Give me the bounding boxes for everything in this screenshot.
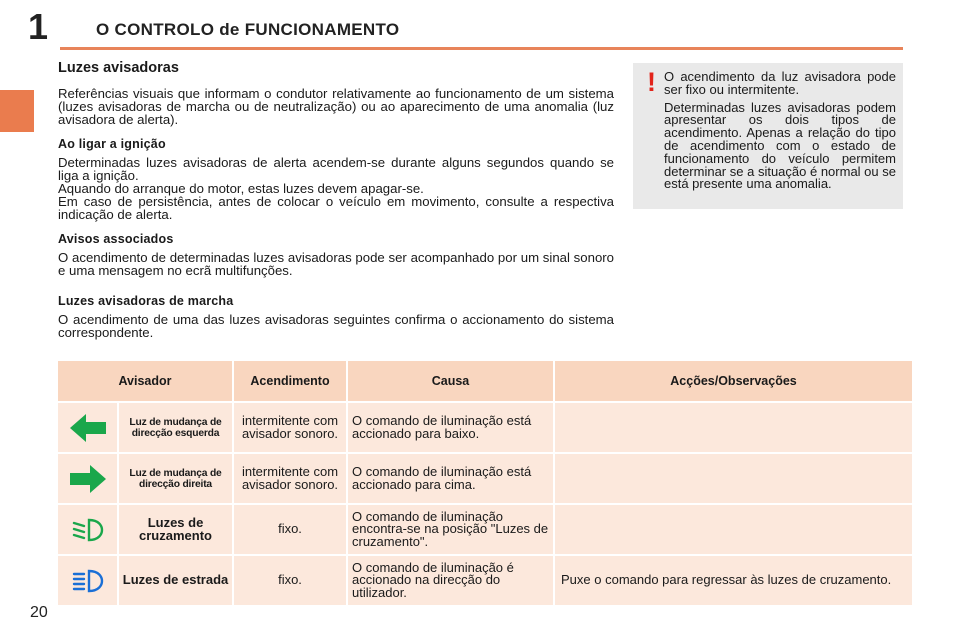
exclamation-icon: ! <box>647 67 656 97</box>
actions-text <box>555 454 912 503</box>
chapter-title: O CONTROLO de FUNCIONAMENTO <box>96 20 400 39</box>
lamp-name: Luz de mudança de direcção direita <box>119 454 232 503</box>
arrow-right-icon <box>58 454 117 503</box>
lamp-name: Luz de mudança de direcção esquerda <box>119 403 232 452</box>
cause-text: O comando de iluminação é accionado na direcção do utilizador. <box>348 556 553 605</box>
lighting-mode: fixo. <box>234 505 346 554</box>
table-header-row <box>58 361 912 401</box>
lamp-name: Luzes de cruzamento <box>119 505 232 554</box>
lamp-name: Luzes de estrada <box>119 556 232 605</box>
header-avisador: Avisador <box>58 361 232 401</box>
dipped-beam-icon <box>58 505 117 554</box>
table-row <box>58 454 912 503</box>
note-paragraph-2: Determinadas luzes avisadoras podem apresentar os dois tipos de acendimento. Apenas a relação do tipo de acendimento com o estado de funcionamento do veículo permitem determinar se a situação é normal ou se está presente uma anomalia. <box>664 99 896 192</box>
note-paragraph-1: O acendimento da luz avisadora pode ser fixo ou intermitente. <box>664 69 896 97</box>
heading-ignition: Ao ligar a ignição <box>58 137 166 151</box>
table-row <box>58 505 912 554</box>
heading-running-lamps: Luzes avisadoras de marcha <box>58 294 234 308</box>
page-number: 20 <box>30 604 48 621</box>
main-content <box>58 58 614 339</box>
table-row <box>58 556 912 605</box>
header-acendimento: Acendimento <box>234 361 346 401</box>
lighting-mode: fixo. <box>234 556 346 605</box>
ignition-text-3: Em caso de persistência, antes de colocar o veículo em movimento, consulte a respectiva indicação de alerta. <box>58 194 614 222</box>
actions-text <box>555 403 912 452</box>
table-row <box>58 403 912 452</box>
associated-warnings-text: O acendimento de determinadas luzes avisadoras pode ser acompanhado por um sinal sonoro e uma mensagem no ecrã multifunções. <box>58 250 614 278</box>
section-title: Luzes avisadoras <box>58 60 179 76</box>
cause-text: O comando de iluminação encontra-se na posição "Luzes de cruzamento". <box>348 505 553 554</box>
cause-text: O comando de iluminação está accionado para cima. <box>348 454 553 503</box>
intro-paragraph: Referências visuais que informam o condutor relativamente ao funcionamento de um sistema (luzes avisadoras de marcha ou de neutralização) ou ao aparecimento de uma anomalia (luz avisadora de alerta). <box>58 86 614 127</box>
warning-lamps-table <box>56 359 914 607</box>
actions-text <box>555 505 912 554</box>
arrow-left-icon <box>58 403 117 452</box>
lighting-mode: intermitente com avisador sonoro. <box>234 454 346 503</box>
cause-text: O comando de iluminação está accionado para baixo. <box>348 403 553 452</box>
header-accoes: Acções/Observações <box>555 361 912 401</box>
actions-text: Puxe o comando para regressar às luzes de cruzamento. <box>555 556 912 605</box>
chapter-side-tab <box>0 90 34 132</box>
main-beam-icon <box>58 556 117 605</box>
header-rule <box>60 47 903 50</box>
running-lamps-text: O acendimento de uma das luzes avisadoras seguintes confirma o accionamento do sistema correspondente. <box>58 312 614 340</box>
lighting-mode: intermitente com avisador sonoro. <box>234 403 346 452</box>
ignition-text-2: Aquando do arranque do motor, estas luzes devem apagar-se. <box>58 181 424 196</box>
ignition-text-1: Determinadas luzes avisadoras de alerta acendem-se durante alguns segundos quando se liga a ignição. <box>58 155 614 183</box>
header-causa: Causa <box>348 361 553 401</box>
warning-note-box <box>633 63 903 209</box>
heading-associated-warnings: Avisos associados <box>58 232 174 246</box>
chapter-number: 1 <box>28 6 49 47</box>
